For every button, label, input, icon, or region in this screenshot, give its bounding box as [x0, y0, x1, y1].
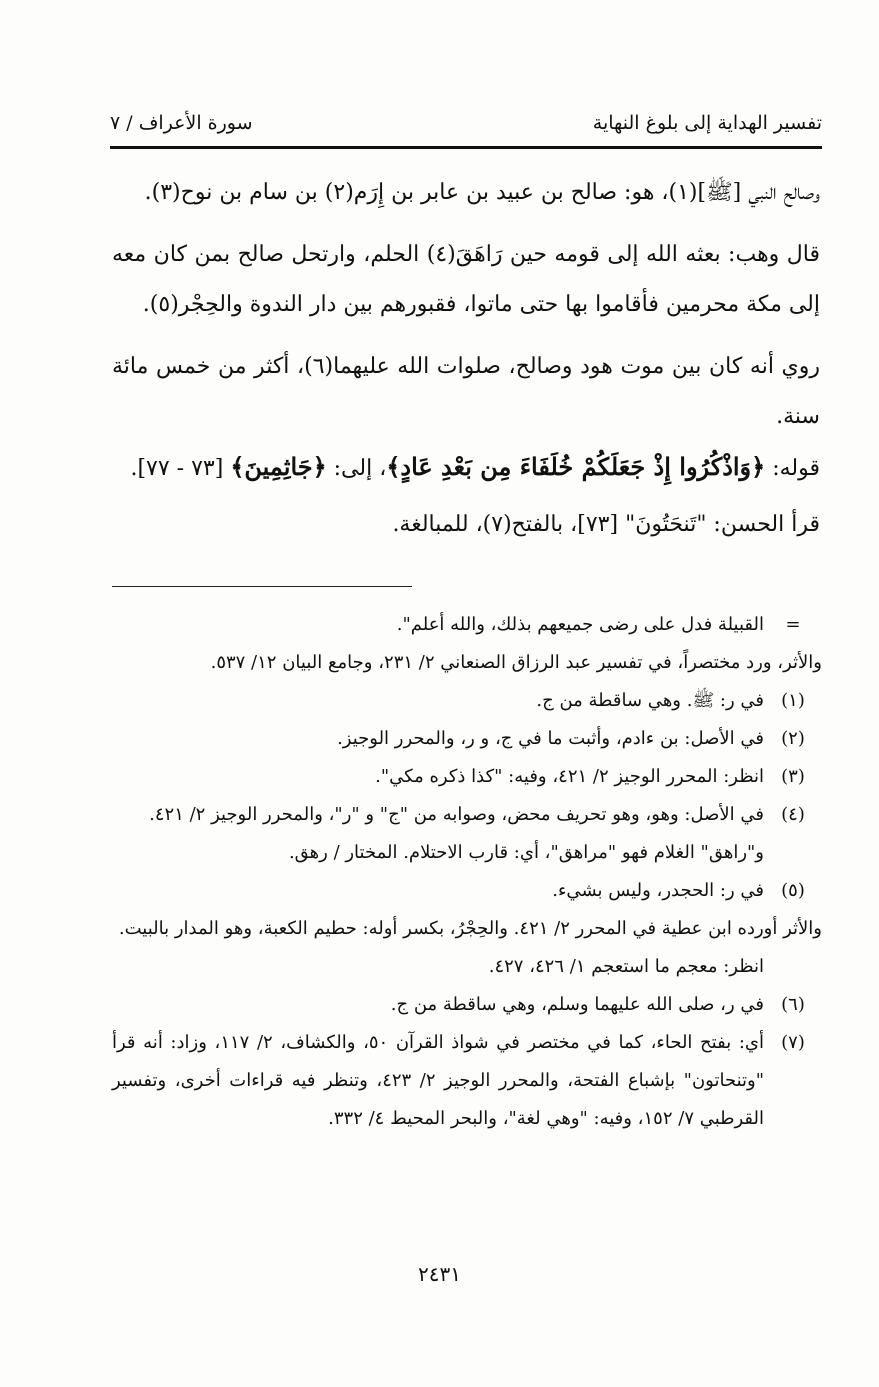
footnote-line: في الأصل: بن ءادم، وأثبت ما في ج، و ر، والمحرر الوجيز. — [337, 728, 764, 749]
paragraph-verse — [112, 442, 820, 494]
footnote-number: (٤) — [781, 804, 805, 825]
footnote-line: في ر: ﷺ. وهي ساقطة من ج. — [536, 690, 764, 711]
footnote-1 — [112, 682, 822, 720]
verse-suffix: [٧٣ - ٧٧]. — [130, 456, 231, 481]
footnote-6 — [112, 986, 822, 1024]
footnote-4 — [112, 796, 822, 872]
paragraph-riwaya — [112, 342, 820, 442]
footnote-line: انظر: المحرر الوجيز ٢/ ٤٢١، وفيه: "كذا ذكره مكي". — [375, 766, 764, 787]
footnote-number: (٣) — [781, 766, 805, 787]
running-header — [110, 104, 822, 144]
footnote-number: = — [785, 614, 801, 635]
footnote-3 — [112, 758, 822, 796]
footnote-5 — [112, 872, 822, 986]
quran-verse-2: ﴿جَاثِمِينَ﴾ — [230, 452, 327, 481]
paragraph-lineage: وصالح النبي [ﷺ](١)، هو: صالح بن عبيد بن عابر بن إِرَم(٢) بن سام بن نوح(٣). — [144, 180, 820, 205]
header-rule — [110, 146, 822, 149]
footnote-2 — [112, 720, 822, 758]
footnote-rule — [112, 586, 412, 587]
footnote-line: والأثر أورده ابن عطية في المحرر ٢/ ٤٢١. والحِجْرُ، بكسر أوله: حطيم الكعبة، وهو المدار بالبيت. — [118, 918, 822, 939]
main-text — [112, 168, 820, 562]
footnote-line: القبيلة فدل على رضى جميعهم بذلك، والله أعلم". — [396, 614, 764, 635]
footnote-line: انظر: معجم ما استعجم ١/ ٤٢٦، ٤٢٧. — [488, 956, 764, 977]
footnote-number: (٧) — [781, 1032, 805, 1053]
surah-label: سورة الأعراف / ٧ — [110, 112, 253, 134]
footnote-line: والأثر، ورد مختصراً، في تفسير عبد الرزاق الصنعاني ٢/ ٢٣١، وجامع البيان ١٢/ ٥٣٧. — [210, 652, 822, 673]
footnote-line: و"راهق" الغلام فهو "مراهق"، أي: قارب الاحتلام. المختار / رهق. — [288, 842, 764, 863]
footnote-number: (٢) — [781, 728, 805, 749]
verse-middle: ، إلى: — [326, 456, 387, 481]
footnote-7 — [112, 1024, 822, 1138]
footnote-number: (١) — [781, 690, 805, 711]
paragraph-wahb: قال وهب: بعثه الله إلى قومه حين رَاهَقَ(٤) الحلم، وارتحل صالح بمن كان معه إلى مكة محرمين فأقاموا بها حتى ماتوا، فقبورهم بين دار الندوة والحِجْر(٥). — [112, 242, 820, 317]
footnote-line: أي: بفتح الحاء، كما في مختصر في شواذ القرآن ٥٠، والكشاف، ٢/ ١١٧، وزاد: أنه قرأ "وتنحاتون" بإشباع الفتحة، والمحرر الوجيز ٢/ ٤٢٣، وتنظر فيه قراءات أخرى، وتفسير القرطبي ٧/ ١٥٢، وفيه: "وهي لغة"، والبحر المحيط ٤/ ٣٣٢. — [112, 1032, 765, 1129]
paragraph-hasan: قرأ الحسن: "تَنحَتُونَ" [٧٣]، بالفتح(٧)، للمبالغة. — [392, 512, 820, 537]
quran-verse-1: ﴿وَاذْكُرُوا إِذْ جَعَلَكُمْ خُلَفَاءَ مِن بَعْدِ عَادٍ﴾ — [386, 452, 766, 481]
verse-prefix: قوله: — [765, 456, 820, 481]
page-number: ٢٤٣١ — [418, 1262, 461, 1286]
footnote-number: (٦) — [781, 994, 805, 1015]
footnote-number: (٥) — [781, 880, 805, 901]
footnote-line: في ر، صلى الله عليهما وسلم، وهي ساقطة من ج. — [390, 994, 764, 1015]
paragraph-riwaya-text: روي أنه كان بين موت هود وصالح، صلوات الله عليهما(٦)، أكثر من خمس مائة سنة. — [112, 354, 821, 429]
book-title: تفسير الهداية إلى بلوغ النهاية — [592, 112, 822, 134]
footnote-line: في ر: الحجدر، وليس بشيء. — [552, 880, 764, 901]
footnote-continuation — [112, 606, 822, 682]
footnote-line: في الأصل: وهو، وهو تحريف محض، وصوابه من "ج" و "ر"، والمحرر الوجيز ٢/ ٤٢١. — [149, 804, 764, 825]
footnotes — [112, 606, 822, 1138]
